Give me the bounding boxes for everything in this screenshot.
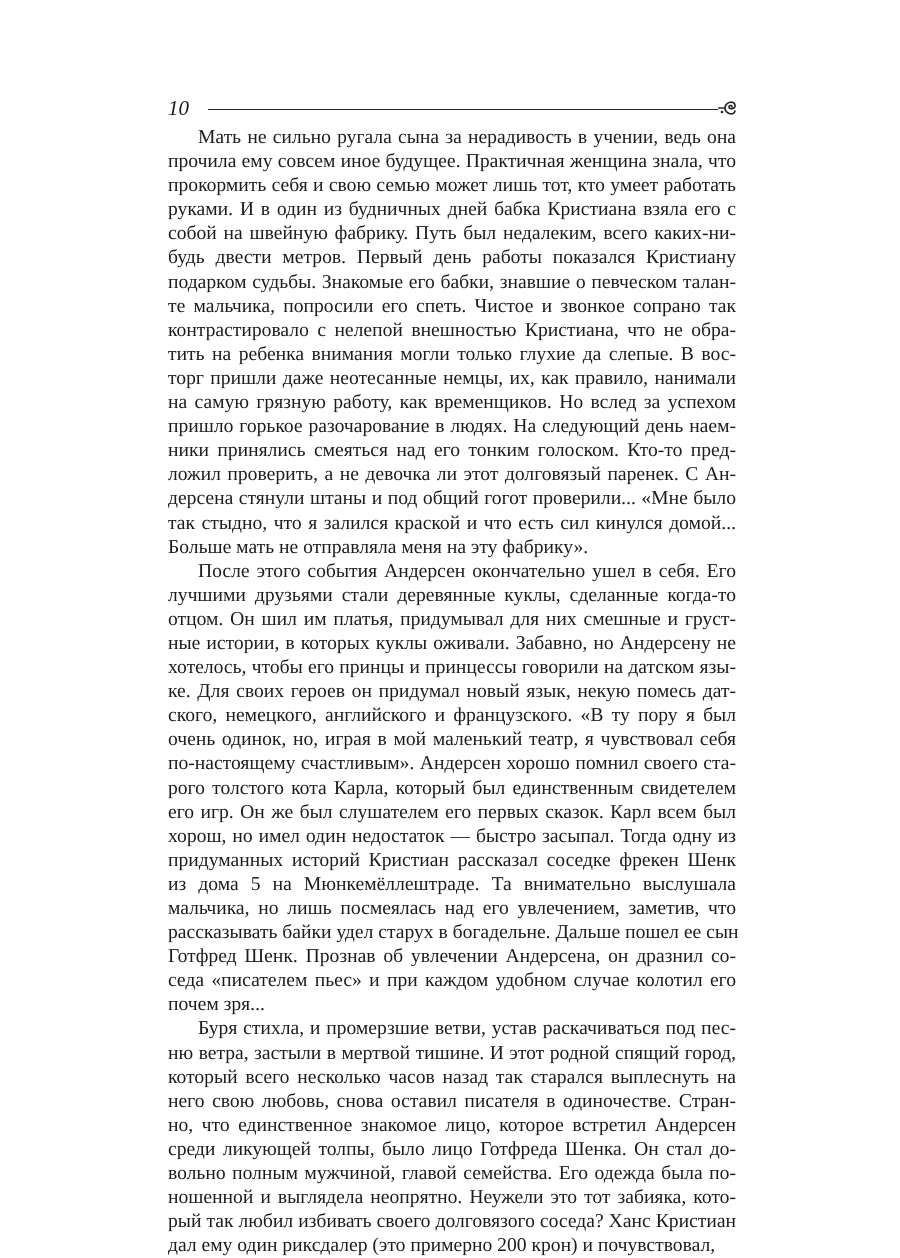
text-line: руками. И в один из будничных дней бабка Кристиана взяла его с [168, 199, 736, 221]
text-line: контрастировало с нелепой внешностью Кристиана, что не обра- [168, 319, 736, 341]
text-line: мальчика, но лишь посмеялась над его увлечением, заметив, что [168, 898, 736, 919]
text-line: хотелось, чтобы его принцы и принцессы говорили на датском язы- [168, 657, 736, 679]
text-line: ского, немецкого, английского и французского. «В ту пору я был [168, 705, 736, 727]
text-line: почем зря... [168, 994, 265, 1016]
text-line: ники принялись смеяться над его тонким голоском. Кто-то пред- [168, 440, 736, 462]
text-line: рый так любил избивать своего долговязого соседа? Ханс Кристиан [168, 1211, 736, 1233]
body-text [168, 126, 739, 1258]
text-line: ные истории, в которых куклы оживали. Забавно, но Андерсену не [168, 632, 736, 654]
text-line: После этого события Андерсен окончательно ушел в себя. Его [198, 560, 736, 582]
text-line: прочила ему совсем иное будущее. Практичная женщина знала, что [168, 151, 736, 173]
text-line: собой на швейную фабрику. Путь был недалеким, всего каких-ни- [168, 223, 736, 245]
text-line: седа «писателем пьес» и при каждом удобном случае колотил его [168, 970, 736, 992]
text-line: прокормить себя и свою семью может лишь тот, кто умеет работать [168, 175, 736, 197]
text-line: тить на ребенка внимания могли только глухие да слепые. В вос- [168, 343, 736, 365]
text-line: будь двести метров. Первый день работы показался Кристиану [168, 247, 736, 269]
text-line: ложил проверить, а не девочка ли этот долговязый паренек. С Ан- [168, 464, 736, 486]
text-line: Готфред Шенк. Прознав об увлечении Андерсена, он дразнил со- [168, 946, 736, 968]
text-line: вольно полным мужчиной, главой семейства. Его одежда была по- [168, 1163, 736, 1185]
page-number: 10 [168, 96, 189, 120]
text-line: придуманных историй Кристиан рассказал соседке фрекен Шенк [168, 849, 736, 871]
text-line: среди ликующей толпы, было лицо Готфреда Шенка. Он стал до- [168, 1138, 736, 1160]
text-line: по-настоящему счастливым». Андерсен хорошо помнил своего ста- [168, 753, 736, 775]
text-line: который всего несколько часов назад так старался выплеснуть на [168, 1066, 736, 1088]
text-line: Больше мать не отправляла меня на эту фабрику». [168, 536, 589, 558]
text-line: ке. Для своих героев он придумал новый язык, некую помесь дат- [168, 681, 736, 703]
text-line: лучшими друзьями стали деревянные куклы, сделанные когда-то [168, 584, 736, 606]
text-line: подарком судьбы. Знакомые его бабки, знавшие о певческом талан- [168, 271, 736, 293]
text-line: пришло горькое разочарование в людях. На следующий день наем- [168, 416, 736, 438]
text-line: так стыдно, что я залился краской и что есть сил кинулся домой... [168, 512, 736, 534]
text-line: него свою любовь, снова оставил писателя в одиночестве. Стран- [168, 1090, 736, 1112]
text-line: на самую грязную работу, как временщиков. Но вслед за успехом [168, 392, 736, 414]
text-line: его игр. Он же был слушателем его первых сказок. Карл всем был [168, 801, 736, 823]
text-line: ношенной и выглядела неопрятно. Неужели это тот забияка, кото- [168, 1187, 736, 1209]
text-line: торг пришли даже неотесанные немцы, их, как правило, нанимали [168, 367, 736, 389]
text-line: отцом. Он шил им платья, придумывал для них смешные и груст- [168, 608, 736, 630]
text-line: Мать не сильно ругала сына за нерадивость в учении, ведь она [198, 127, 736, 148]
text-line: Буря стихла, и промерзшие ветви, устав раскачиваться под пес- [198, 1018, 736, 1040]
scroll-ornament-icon [716, 97, 740, 119]
running-header [168, 94, 740, 122]
text-line: но, что единственное знакомое лицо, которое встретил Андерсен [168, 1114, 736, 1136]
text-line: ню ветра, застыли в мертвой тишине. И этот родной спящий город, [168, 1042, 736, 1064]
text-line: дерсена стянули штаны и под общий гогот проверили... «Мне было [168, 488, 736, 510]
text-line: очень одинок, но, играя в мой маленький театр, я чувствовал себя [168, 729, 736, 751]
text-line: те мальчика, попросили его спеть. Чистое и звонкое сопрано так [168, 295, 736, 317]
text-line: рого толстого кота Карла, который был единственным свидетелем [168, 777, 736, 799]
text-line: из дома 5 на Мюнкемëллештраде. Та внимательно выслушала [168, 873, 736, 895]
header-rule [208, 109, 718, 110]
text-line: хорош, но имел один недостаток — быстро засыпал. Тогда одну из [168, 825, 736, 847]
text-line: рассказывать байки удел старух в богадельне. Дальше пошел ее сын [168, 922, 739, 944]
text-line: дал ему один риксдалер (это примерно 200 крон) и почувствовал, [168, 1235, 716, 1257]
